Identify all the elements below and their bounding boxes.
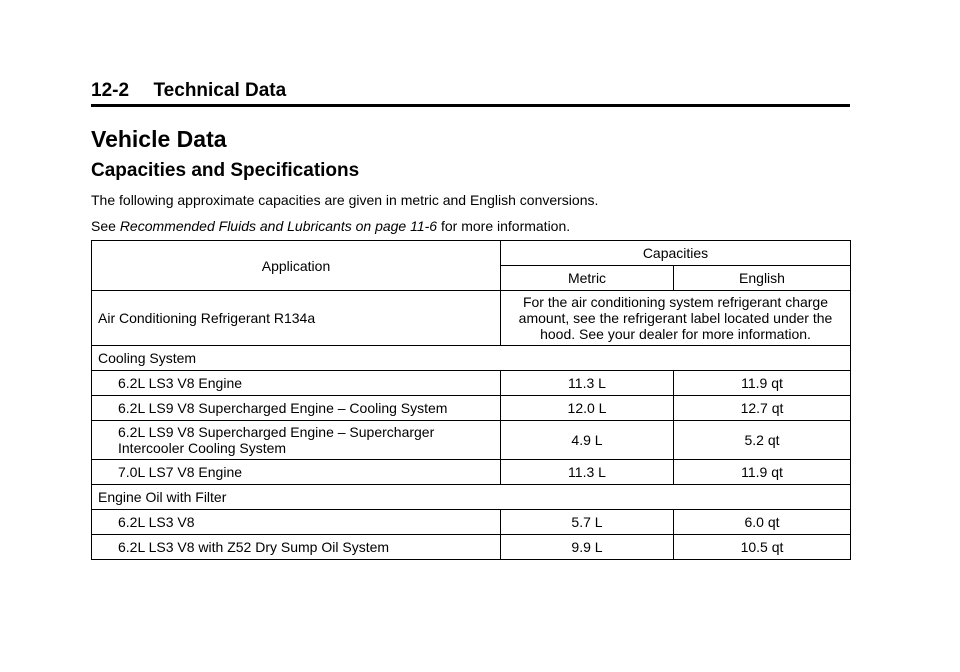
row-application	[92, 421, 501, 460]
cross-reference-link[interactable]: Recommended Fluids and Lubricants on page 11-6	[119, 218, 438, 234]
row-metric: 11.3 L	[501, 371, 674, 396]
header-english: English	[674, 266, 851, 291]
row-application: 6.2L LS9 V8 Supercharged Engine – Cooling System	[92, 396, 501, 421]
table-group-row	[92, 346, 851, 371]
table-row	[92, 371, 851, 396]
row-application: 6.2L LS3 V8 Engine	[92, 371, 501, 396]
row-english: 6.0 qt	[674, 510, 851, 535]
row-english: 5.2 qt	[674, 421, 851, 460]
row-english: 11.9 qt	[674, 371, 851, 396]
table-row	[92, 421, 851, 460]
section-title: Technical Data	[153, 80, 287, 101]
capacities-table	[91, 240, 851, 560]
row-application: 6.2L LS3 V8 with Z52 Dry Sump Oil System	[92, 535, 501, 560]
group-label-cooling: Cooling System	[92, 346, 851, 371]
group-label-oil: Engine Oil with Filter	[92, 485, 851, 510]
table-row	[92, 396, 851, 421]
page-number: 12-2	[91, 80, 130, 101]
row-english: 12.7 qt	[674, 396, 851, 421]
row-metric: 9.9 L	[501, 535, 674, 560]
table-row	[92, 460, 851, 485]
refrigerant-note: For the air conditioning system refrigerant charge amount, see the refrigerant label located under the hood. See your dealer for more information.	[501, 291, 851, 346]
row-application: 7.0L LS7 V8 Engine	[92, 460, 501, 485]
section-heading: Capacities and Specifications	[91, 160, 360, 181]
table-group-row	[92, 485, 851, 510]
header-metric: Metric	[501, 266, 674, 291]
table-header-row	[92, 241, 851, 266]
header-application: Application	[92, 241, 501, 291]
see-prefix: See	[91, 218, 116, 234]
row-application: Air Conditioning Refrigerant R134a	[92, 291, 501, 346]
row-metric: 12.0 L	[501, 396, 674, 421]
row-english: 11.9 qt	[674, 460, 851, 485]
page-header	[91, 80, 850, 107]
row-metric: 5.7 L	[501, 510, 674, 535]
row-english: 10.5 qt	[674, 535, 851, 560]
row-metric: 11.3 L	[501, 460, 674, 485]
header-capacities: Capacities	[501, 241, 851, 266]
page-title: Vehicle Data	[91, 126, 227, 152]
row-application: 6.2L LS3 V8	[92, 510, 501, 535]
table-row	[92, 291, 851, 346]
table-row	[92, 510, 851, 535]
see-reference-paragraph	[91, 218, 570, 234]
row-application-line-1: 6.2L LS9 V8 Supercharged Engine – Supercharger	[118, 424, 435, 440]
row-application-line-2: Intercooler Cooling System	[118, 440, 287, 456]
intro-paragraph: The following approximate capacities are given in metric and English conversions.	[91, 192, 599, 208]
see-suffix: for more information.	[440, 218, 571, 234]
row-metric: 4.9 L	[501, 421, 674, 460]
table-row	[92, 535, 851, 560]
